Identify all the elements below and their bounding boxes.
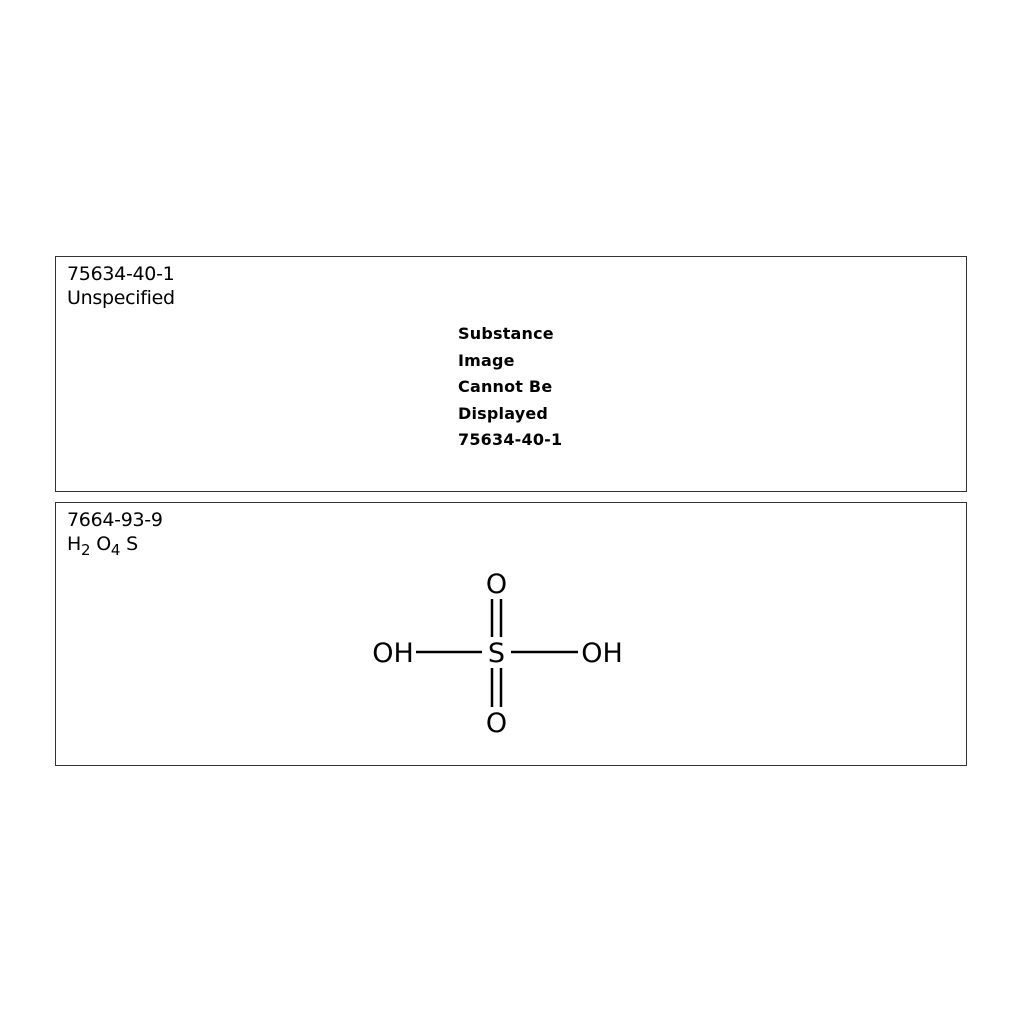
atom-sulfur: S — [487, 638, 506, 669]
placeholder-line: Displayed — [458, 403, 549, 423]
placeholder-line: Substance — [458, 324, 554, 343]
formula-element: O — [96, 533, 111, 555]
molecular-formula: Unspecified — [67, 287, 175, 309]
atom-oxygen-bottom: O — [485, 708, 508, 739]
cas-number: 7664-93-9 — [67, 509, 163, 531]
hydroxyl-right: OH — [581, 638, 623, 669]
formula-element: H — [67, 533, 81, 555]
substance-record-1 — [55, 256, 967, 492]
substance-record-2 — [55, 502, 967, 766]
formula-count: 4 — [110, 541, 121, 559]
placeholder-line: Cannot Be — [458, 377, 553, 396]
placeholder-line: Image — [458, 350, 515, 370]
formula-count: 2 — [81, 541, 91, 559]
hydroxyl-left: OH — [372, 638, 414, 669]
structure-diagram — [56, 503, 966, 764]
atom-oxygen-top: O — [485, 569, 508, 600]
image-unavailable-placeholder — [458, 321, 562, 454]
cas-number: 75634-40-1 — [67, 263, 175, 285]
formula-element: S — [126, 533, 138, 555]
placeholder-line: 75634-40-1 — [458, 430, 563, 449]
